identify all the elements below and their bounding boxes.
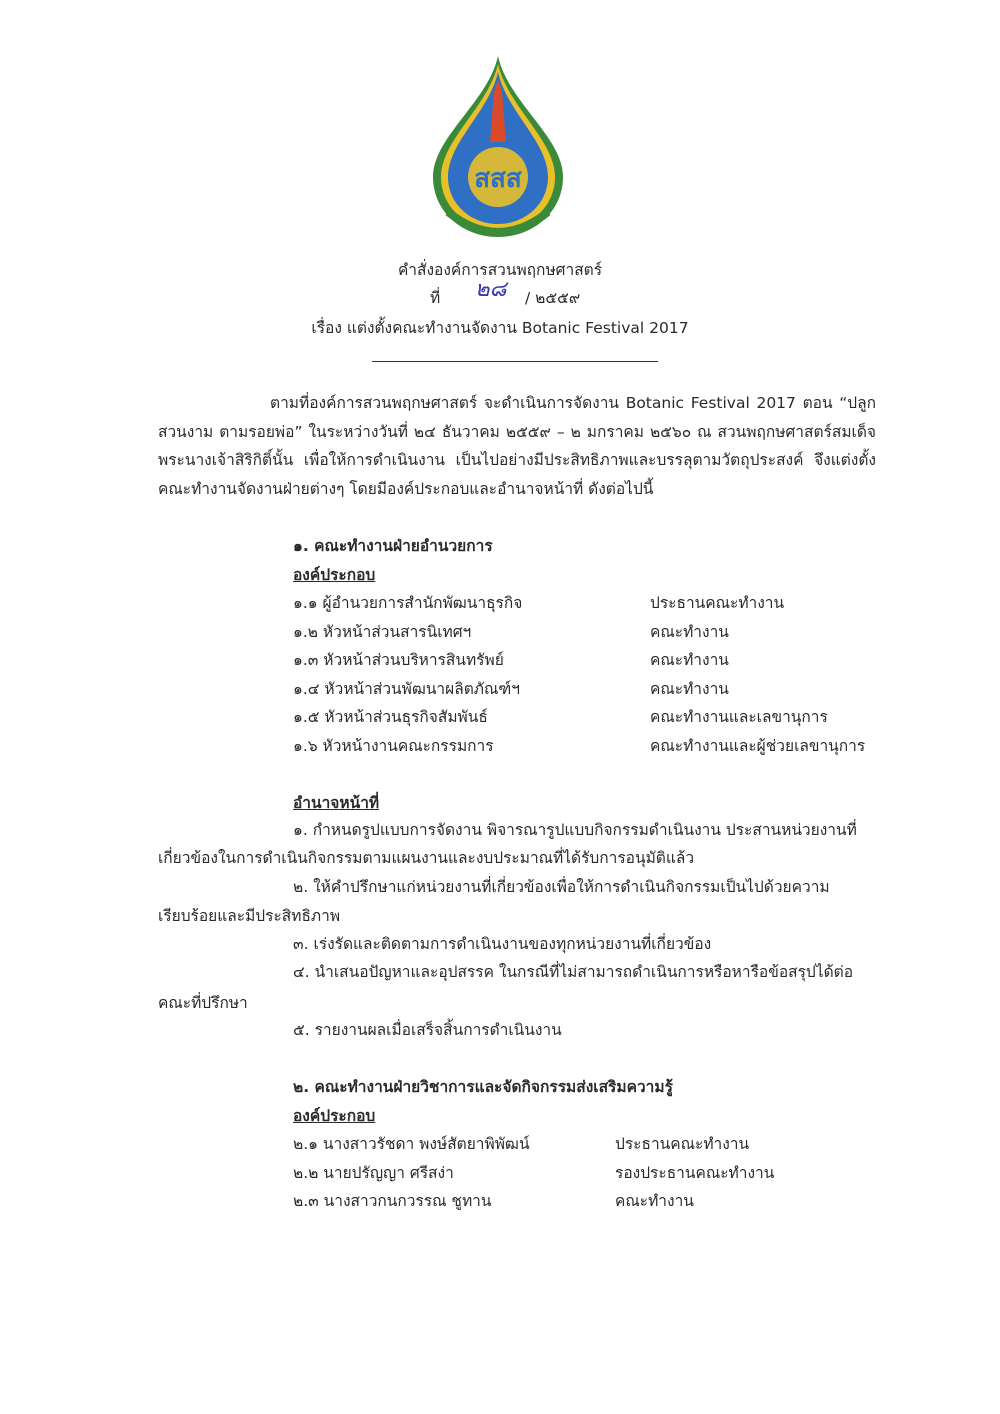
divider <box>372 361 658 362</box>
section1-duties-heading: อำนาจหน้าที่ <box>293 794 380 812</box>
organization-logo <box>428 52 568 247</box>
section2-heading: ๒. คณะทำงานฝ่ายวิชาการและจัดกิจกรรมส่งเสริมความรู้ <box>293 1078 673 1096</box>
member-name: ๑.๔ หัวหน้าส่วนพัฒนาผลิตภัณฑ์ฯ <box>293 679 520 698</box>
member-name: ๒.๒ นายปรัญญา ศรีสง่า <box>293 1163 454 1182</box>
member-name: ๑.๑ ผู้อำนวยการสำนักพัฒนาธุรกิจ <box>293 594 523 612</box>
duty-item-continuation: คณะที่ปรึกษา <box>158 994 248 1012</box>
order-year: / ๒๕๕๙ <box>525 289 581 307</box>
duty-item: ๓. เร่งรัดและติดตามการดำเนินงานของทุกหน่วยงานที่เกี่ยวข้อง <box>293 935 712 953</box>
duty-item: ๒. ให้คำปรึกษาแก่หน่วยงานที่เกี่ยวข้องเพื่อให้การดำเนินกิจกรรมเป็นไปด้วยความ <box>293 878 830 896</box>
member-role: รองประธานคณะทำงาน <box>615 1163 775 1182</box>
member-role: คณะทำงานและผู้ช่วยเลขานุการ <box>650 737 866 755</box>
member-name: ๑.๓ หัวหน้าส่วนบริหารสินทรัพย์ <box>293 651 504 670</box>
member-name: ๑.๖ หัวหน้างานคณะกรรมการ <box>293 737 494 755</box>
duty-item: ๑. กำหนดรูปแบบการจัดงาน พิจารณารูปแบบกิจกรรมดำเนินงาน ประสานหน่วยงานที่ <box>293 821 857 839</box>
member-role: คณะทำงาน <box>615 1192 694 1211</box>
section2-members-heading: องค์ประกอบ <box>293 1107 376 1125</box>
svg-text:สสส: สสส <box>474 164 522 194</box>
section1-heading: ๑. คณะทำงานฝ่ายอำนวยการ <box>293 537 493 555</box>
member-name: ๑.๒ หัวหน้าส่วนสารนิเทศฯ <box>293 622 472 641</box>
member-name: ๒.๓ นางสาวกนกวรรณ ชูทาน <box>293 1192 492 1211</box>
order-subject: เรื่อง แต่งตั้งคณะทำงานจัดงาน Botanic Festival 2017 <box>311 319 689 337</box>
duty-item: ๔. นำเสนอปัญหาและอุปสรรค ในกรณีที่ไม่สามารถดำเนินการหรือหารือข้อสรุปได้ต่อ <box>293 963 854 981</box>
intro-paragraph: ตามที่องค์การสวนพฤกษศาสตร์ จะดำเนินการจัดงาน Botanic Festival 2017 ตอน “ปลูกสวนงาม ตามรอยพ่อ” ในระหว่างวันที่ ๒๔ ธันวาคม ๒๕๕๙ – ๒ มกราคม ๒๕๖๐ ณ สวนพฤกษศาสตร์สมเด็จพระนางเจ้าสิริกิติ์นั้น เพื่อให้การดำเนินงาน เป็นไปอย่างมีประสิทธิภาพและบรรลุตามวัตถุประสงค์ จึงแต่งตั้งคณะทำงานจัดงานฝ่ายต่างๆ โดยมีองค์ประกอบและอำนาจหน้าที่ ดังต่อไปนี้ <box>158 394 876 499</box>
order-number-handwritten: ๒๘ <box>475 277 507 302</box>
member-name: ๒.๑ นางสาวรัชดา พงษ์สัตยาพิพัฒน์ <box>293 1135 530 1153</box>
order-number-label: ที่ <box>430 289 441 307</box>
duty-item-continuation: เรียบร้อยและมีประสิทธิภาพ <box>158 907 341 925</box>
member-role: คณะทำงานและเลขานุการ <box>650 708 828 727</box>
member-name: ๑.๕ หัวหน้าส่วนธุรกิจสัมพันธ์ <box>293 708 488 727</box>
member-role: คณะทำงาน <box>650 622 729 641</box>
member-role: คณะทำงาน <box>650 679 729 698</box>
member-role: ประธานคณะทำงาน <box>650 594 785 612</box>
duty-item-continuation: เกี่ยวข้องในการดำเนินกิจกรรมตามแผนงานและงบประมาณที่ได้รับการอนุมัติแล้ว <box>158 849 695 867</box>
duty-item: ๕. รายงานผลเมื่อเสร็จสิ้นการดำเนินงาน <box>293 1021 562 1039</box>
member-role: คณะทำงาน <box>650 651 729 670</box>
member-role: ประธานคณะทำงาน <box>615 1135 750 1153</box>
section1-members-heading: องค์ประกอบ <box>293 566 376 584</box>
order-title: คำสั่งองค์การสวนพฤกษศาสตร์ <box>397 261 603 279</box>
